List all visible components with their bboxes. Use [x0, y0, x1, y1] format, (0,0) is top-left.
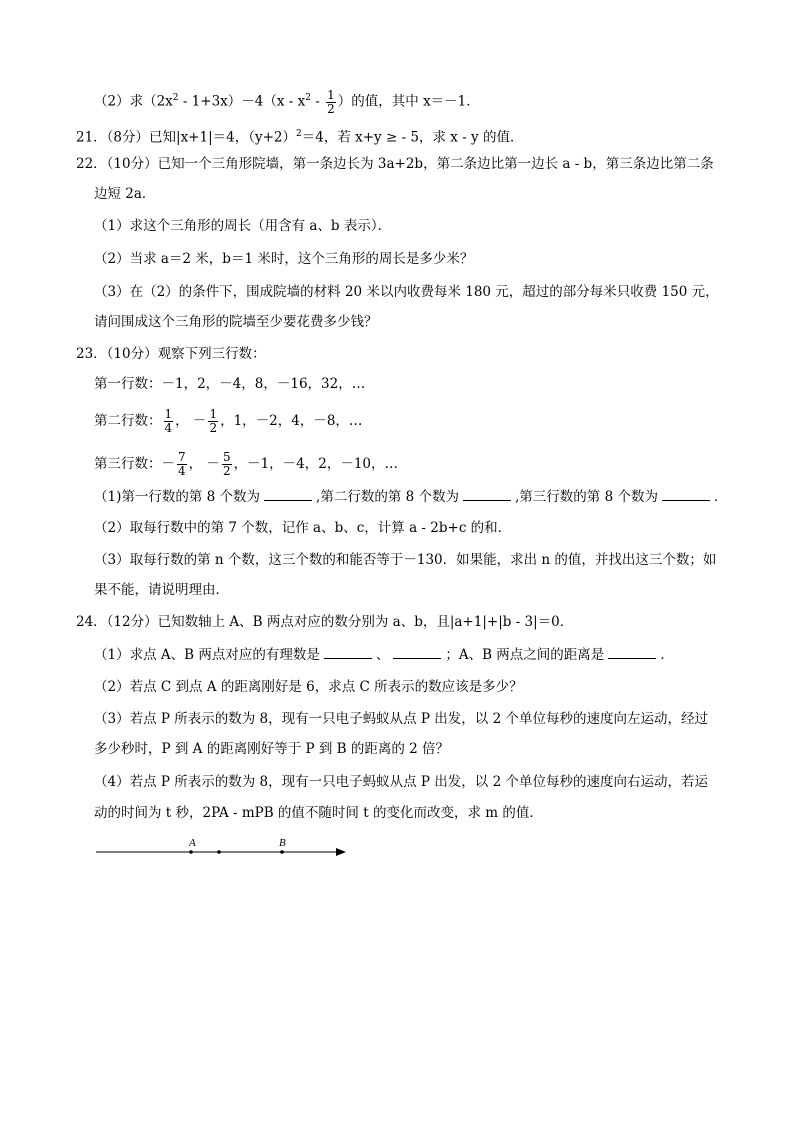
q23-sub1: （1)第一行数的第 8 个数为 ,第二行数的第 8 个数为 ,第三行数的第 8 个数为 ． [94, 489, 728, 505]
q23-sub2: （2）取每行数中的第 7 个数，记作 a、b、c，计算 a - 2b+c 的和． [94, 520, 512, 536]
label-A: A [189, 838, 196, 849]
q24-sub3-line2: 多少秒时，P 到 A 的距离刚好等于 P 到 B 的距离的 2 倍？ [94, 741, 450, 757]
point-origin [217, 850, 221, 854]
q21: 21．（8分）已知|x+1|＝4，$(y+2)^2=4$，若 x+y ≥ - 5，求 x - y 的值． [76, 129, 524, 146]
answer-blank[interactable] [393, 646, 441, 659]
answer-blank[interactable] [608, 646, 656, 659]
q20-part2: （2）求$(2x^2 - 1+3x)-4(x - x^2$ - $\frac{1}{2}$ ）的值，其中 x＝－1． [94, 87, 480, 116]
label-B: B [279, 838, 286, 849]
q22-line2: 边短 2a． [94, 186, 156, 202]
answer-blank[interactable] [324, 646, 372, 659]
point-B [280, 850, 284, 854]
q24-sub4-line1: （4）若点 P 所表示的数为 8，现有一只电子蚂蚁从点 P 出发，以 2 个单位每秒的速度向右运动，若运 [94, 774, 708, 790]
fraction: $\frac{1}{4}$ [164, 407, 173, 435]
q24-sub4-line2: 动的时间为 t 秒，2PA - mPB 的值不随时间 t 的变化而改变，求 m 的值． [94, 805, 543, 821]
q23-row3: 第三行数：－ $\frac{7}{4}$ ， － $\frac{5}{2}$ ，－1，－4，2，－10，… [94, 450, 399, 478]
q23-sub3-line1: （3）取每行数的第 n 个数，这三个数的和能否等于－130．如果能，求出 n 的值，并找出这三个数；如 [94, 552, 717, 568]
q22-sub1: （1）求这个三角形的周长（用含有 a、b 表示）． [94, 218, 392, 234]
number-line-arrow [336, 848, 346, 856]
fraction: $\frac{7}{4}$ [178, 450, 186, 478]
q23-row1: 第一行数：－1，2，－4，8，－16，32，… [94, 376, 366, 392]
answer-blank[interactable] [264, 488, 312, 501]
q23-sub3-line2: 果不能，请说明理由． [94, 582, 229, 598]
q23-title: 23．（10分）观察下列三行数： [76, 346, 266, 362]
q22-sub3-line1: （3）在（2）的条件下，围成院墙的材料 20 米以内收费每米 180 元，超过的部分每米只收费 150 元， [94, 284, 719, 300]
q24-sub3-line1: （3）若点 P 所表示的数为 8，现有一只电子蚂蚁从点 P 出发，以 2 个单位每秒的速度向左运动，经过 [94, 711, 708, 727]
fraction: $\frac{1}{2}$ [209, 407, 218, 435]
number-line-figure [94, 838, 354, 864]
answer-blank[interactable] [463, 488, 511, 501]
q24-sub2: （2）若点 C 到点 A 的距离刚好是 6，求点 C 所表示的数应该是多少？ [94, 679, 523, 695]
q22-sub3-line2: 请问围成这个三角形的院墙至少要花费多少钱？ [94, 314, 378, 330]
q24-sub1: （1）求点 A、B 两点对应的有理数是 、 ；A、B 两点之间的距离是 ． [94, 647, 674, 663]
q22-line1: 22．（10分）已知一个三角形院墙，第一条边长为 3a+2b，第二条边比第一边长 a - b，第三条边比第二条 [76, 156, 714, 172]
q23-row2: 第二行数： $\frac{1}{4}$ ， － $\frac{1}{2}$ ，1，－2，4，－8，… [94, 407, 363, 435]
fraction: $\frac{5}{2}$ [222, 450, 231, 478]
q22-sub2: （2）当求 a＝2 米，b＝1 米时，这个三角形的周长是多少米？ [94, 251, 474, 267]
fraction-one-half: $\frac{1}{2}$ [327, 87, 335, 116]
q24-line1: 24．（12分）已知数轴上 A、B 两点对应的数分别为 a、b，且|a+1|+|b - 3|＝0． [76, 614, 574, 630]
answer-blank[interactable] [662, 488, 710, 501]
point-A [189, 850, 193, 854]
